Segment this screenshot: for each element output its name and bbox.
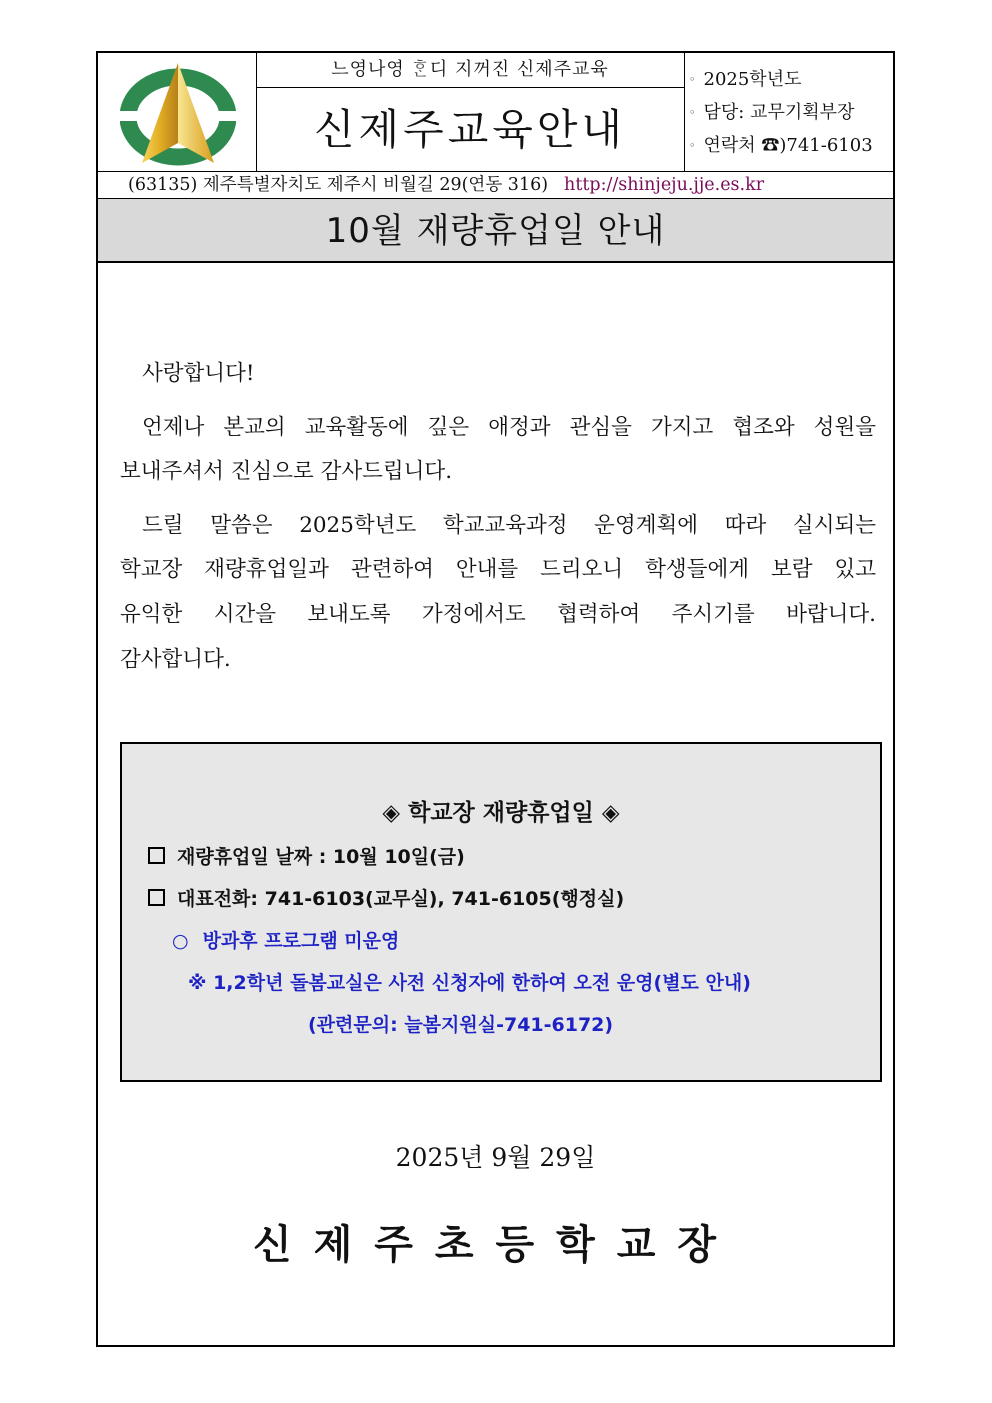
- phone-line: [148, 884, 624, 911]
- letterhead: [98, 53, 893, 172]
- info-contact-text: 연락처 ☎)741-6103: [703, 135, 873, 156]
- phone-text: 대표전화: 741-6103(교무실), 741-6105(행정실): [177, 888, 625, 910]
- newsletter-title: 신제주교육안내: [313, 105, 626, 154]
- slogan-text-start: 느영나영: [331, 59, 412, 80]
- holiday-date-line: [148, 842, 465, 869]
- letter-greeting: 사랑합니다!: [142, 361, 255, 386]
- letter-paragraph-2-line-2: 학교장 재량휴업일과 관련하여 안내를 드리오니 학생들에게 보람 있고: [120, 557, 876, 582]
- inquiry-note: (관련문의: 늘봄지원실-741-6172): [308, 1014, 614, 1036]
- circle-bullet-icon: ○: [172, 930, 189, 952]
- notice-box-title-text: 학교장 재량휴업일: [408, 800, 594, 826]
- small-circle-bullet-icon: ◦: [689, 139, 696, 152]
- small-circle-bullet-icon: ◦: [689, 73, 696, 86]
- letter-paragraph-2-line-4: 감사합니다.: [120, 647, 231, 672]
- info-contact: [685, 129, 893, 162]
- logo-cell: [98, 53, 257, 171]
- letter-paragraph-2-line-3: 유익한 시간을 보내도록 가정에서도 협력하여 주시기를 바랍니다.: [120, 602, 876, 627]
- issue-date: 2025년 9월 29일: [395, 1143, 596, 1172]
- notice-box-title: [122, 794, 880, 827]
- info-school-year-text: 2025학년도: [703, 69, 802, 90]
- letter-paragraph-1-line-1: 언제나 본교의 교육활동에 깊은 애정과 관심을 가지고 협조와 성원을: [142, 415, 876, 440]
- small-circle-bullet-icon: ◦: [689, 106, 696, 119]
- school-address: (63135) 제주특별자치도 제주시 비월길 29(연동 316): [128, 175, 549, 195]
- diamond-ornament-icon: ◈: [601, 800, 620, 826]
- checkbox-square-icon: [148, 847, 165, 864]
- info-school-year: [685, 63, 893, 96]
- notice-banner-title: 10월 재량휴업일 안내: [98, 199, 893, 263]
- school-website-link[interactable]: http://shinjeju.jje.es.kr: [564, 175, 765, 195]
- document-frame: [96, 51, 895, 1347]
- after-school-line: [172, 926, 399, 953]
- letter-paragraph-2-line-1: 드릴 말씀은 2025학년도 학교교육과정 운영계획에 따라 실시되는: [142, 513, 876, 538]
- school-slogan: [256, 53, 684, 88]
- holiday-notice-box: [120, 742, 882, 1082]
- after-school-text: 방과후 프로그램 미운영: [202, 930, 400, 952]
- slogan-araea-syllable: ᄒᆞᆫ: [411, 59, 430, 80]
- slogan-text-end: 디 지꺼진 신제주교육: [429, 59, 609, 80]
- info-manager-text: 담당: 교무기획부장: [703, 102, 855, 123]
- holiday-date-text: 재량휴업일 날짜 : 10월 10일(금): [177, 846, 465, 868]
- principal-signature: 신제주초등학교장: [252, 1222, 739, 1268]
- info-manager: [685, 96, 893, 129]
- address-bar: [98, 171, 893, 199]
- info-cell: [684, 53, 893, 171]
- letter-paragraph-1-line-2: 보내주셔서 진심으로 감사드립니다.: [120, 459, 453, 484]
- school-emblem-logo: [120, 59, 236, 167]
- care-note: ※ 1,2학년 돌봄교실은 사전 신청자에 한하여 오전 운영(별도 안내): [188, 972, 751, 994]
- diamond-ornament-icon: ◈: [382, 800, 401, 826]
- checkbox-square-icon: [148, 889, 165, 906]
